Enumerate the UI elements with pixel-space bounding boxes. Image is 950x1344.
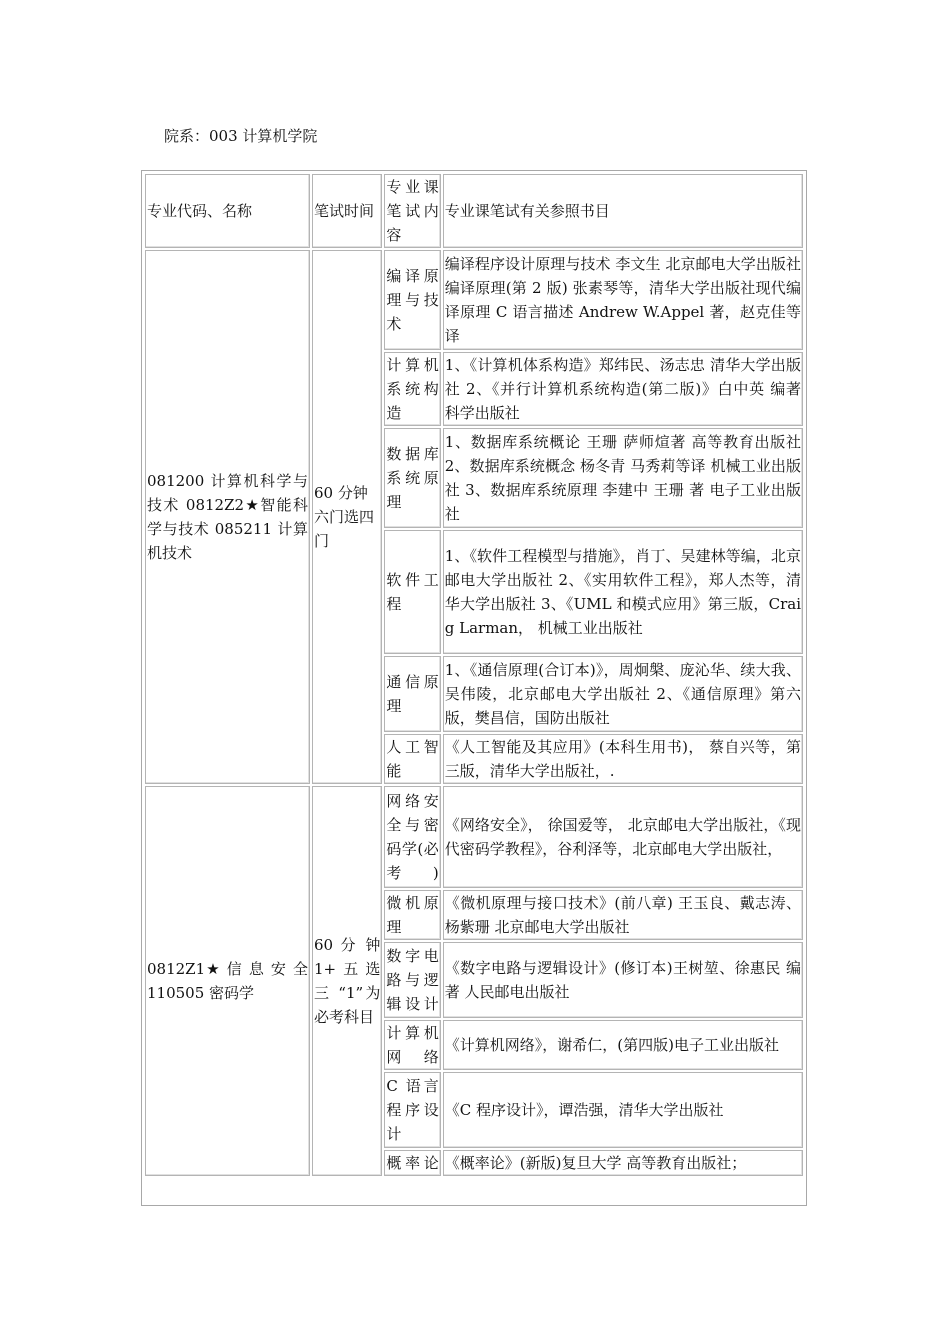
subject-name: C 语言程序设计 xyxy=(384,1072,440,1148)
group1-code-name: 081200 计算机科学与技术 0812Z2★智能科学与技术 085211 计算机技术 xyxy=(145,250,310,784)
department-label: 院系：003 计算机学院 xyxy=(164,127,318,145)
subject-name: 通信原理 xyxy=(384,656,440,732)
subject-name: 网络安全与密码学(必考) xyxy=(384,786,440,888)
subject-name: 计算机网络 xyxy=(384,1020,440,1070)
subject-refs: 《微机原理与接口技术》(前八章) 王玉良、戴志涛、杨紫珊 北京邮电大学出版社 xyxy=(443,890,803,940)
subject-refs: 《C 程序设计》，谭浩强，清华大学出版社 xyxy=(443,1072,803,1148)
subject-name: 编译原理与技术 xyxy=(384,250,440,350)
subject-name: 数据库系统原理 xyxy=(384,428,440,528)
subject-name: 软件工程 xyxy=(384,530,440,654)
subject-refs: 1、《软件工程模型与措施》，肖丁、吴建林等编，北京邮电大学出版社 2、《实用软件工程》，郑人杰等，清华大学出版社 3、《UML 和模式应用》第三版，Craig Larman， 机械工业出版社 xyxy=(443,530,803,654)
subject-refs: 1、《通信原理(合订本)》，周炯槃、庞沁华、续大我、吴伟陵，北京邮电大学出版社 2、《通信原理》第六版，樊昌信，国防出版社 xyxy=(443,656,803,732)
header-exam-content: 专业课笔试内容 xyxy=(384,174,440,248)
subject-name: 微机原理 xyxy=(384,890,440,940)
header-row xyxy=(145,174,803,248)
table-row xyxy=(145,250,803,350)
subject-refs: 1、数据库系统概论 王珊 萨师煊著 高等教育出版社 2、数据库系统概念 杨冬青 马秀莉等译 机械工业出版社 3、数据库系统原理 李建中 王珊 著 电子工业出版社 xyxy=(443,428,803,528)
header-references: 专业课笔试有关参照书目 xyxy=(443,174,803,248)
subject-name: 人工智能 xyxy=(384,734,440,784)
subject-refs: 1、《计算机体系构造》郑纬民、汤志忠 清华大学出版社 2、《并行计算机系统构造(第二版)》白中英 编著 科学出版社 xyxy=(443,352,803,426)
group2-code-name: 0812Z1★ 信 息 安 全 110505 密码学 xyxy=(145,786,310,1176)
header-exam-time: 笔试时间 xyxy=(312,174,382,248)
subject-name: 计算机系统构造 xyxy=(384,352,440,426)
group2-exam-time: 60 分 钟 1+五选三 “1”为必考科目 xyxy=(312,786,382,1176)
subject-refs: 《网络安全》， 徐国爱等， 北京邮电大学出版社，《现代密码学教程》，谷利泽等，北京邮电大学出版社， xyxy=(443,786,803,888)
subject-name: 数字电路与逻辑设计 xyxy=(384,942,440,1018)
subject-refs: 《人工智能及其应用》(本科生用书)， 蔡自兴等，第三版，清华大学出版社，. xyxy=(443,734,803,784)
table-row xyxy=(145,786,803,888)
group1-exam-time: 60 分钟六门选四门 xyxy=(312,250,382,784)
subject-refs: 《计算机网络》，谢希仁，(第四版)电子工业出版社 xyxy=(443,1020,803,1070)
reference-table xyxy=(143,172,805,1178)
subject-refs: 《数字电路与逻辑设计》(修订本)王树堃、徐惠民 编著 人民邮电出版社 xyxy=(443,942,803,1018)
subject-refs: 编译程序设计原理与技术 李文生 北京邮电大学出版社编译原理(第 2 版) 张素琴等，清华大学出版社现代编译原理 C 语言描述 Andrew W.Appel 著，赵克佳等译 xyxy=(443,250,803,350)
header-code-name: 专业代码、名称 xyxy=(145,174,310,248)
subject-name: 概率论 xyxy=(384,1150,440,1176)
subject-refs: 《概率论》(新版)复旦大学 高等教育出版社； xyxy=(443,1150,803,1176)
